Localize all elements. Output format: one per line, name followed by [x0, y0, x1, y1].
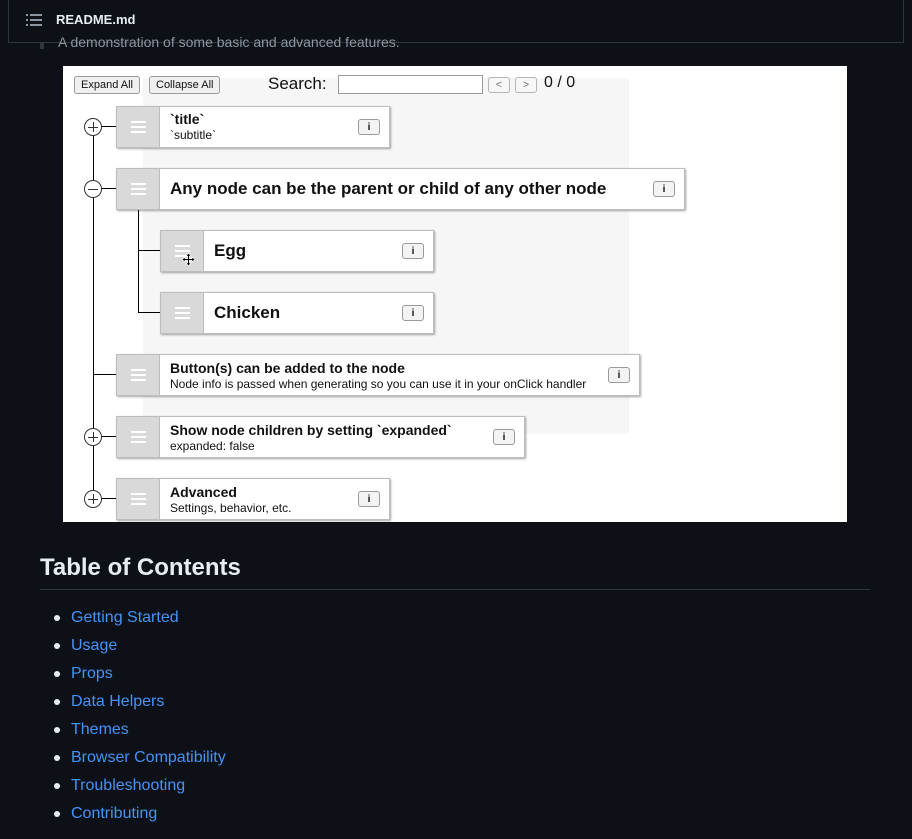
node-subtitle: Node info is passed when generating so you can use it in your onClick handler: [170, 377, 587, 391]
tree-node-title[interactable]: [116, 106, 390, 148]
drag-handle[interactable]: [116, 478, 160, 520]
search-label: Search:: [268, 74, 327, 93]
node-title: Chicken: [214, 303, 281, 322]
toc-link-data-helpers[interactable]: Data Helpers: [71, 693, 165, 710]
hamburger-icon: [131, 493, 146, 505]
hamburger-icon: [175, 307, 190, 319]
info-button[interactable]: i: [358, 491, 380, 507]
toc-item: [40, 604, 226, 632]
node-title: `title`: [170, 111, 205, 127]
bullet-icon: [54, 699, 60, 705]
info-button[interactable]: i: [608, 367, 630, 383]
toc-link-getting-started[interactable]: Getting Started: [71, 609, 179, 626]
bullet-icon: [54, 727, 60, 733]
node-title: Button(s) can be added to the node: [170, 360, 405, 376]
search-match-count: 0 / 0: [544, 74, 576, 91]
collapse-toggle[interactable]: [84, 180, 102, 198]
blockquote-bar: [40, 43, 44, 49]
drag-handle[interactable]: [116, 168, 160, 210]
node-content: [160, 106, 390, 148]
toc-link-troubleshooting[interactable]: Troubleshooting: [71, 777, 186, 794]
tree-connector: [138, 312, 160, 313]
tree-node-expanded[interactable]: [116, 416, 525, 458]
node-title: Advanced: [170, 484, 237, 500]
info-button[interactable]: i: [402, 243, 424, 259]
toc-item: [40, 800, 226, 828]
toc-heading: Table of Contents: [40, 554, 241, 581]
bullet-icon: [54, 671, 60, 677]
move-icon: [182, 253, 195, 266]
drag-handle[interactable]: [160, 292, 204, 334]
intro-text: [40, 34, 460, 50]
hamburger-icon: [131, 369, 146, 381]
toc-item: [40, 632, 226, 660]
node-content: [160, 168, 685, 210]
node-title: Egg: [214, 241, 247, 260]
demo-screenshot: [63, 66, 847, 522]
expand-toggle[interactable]: [84, 118, 102, 136]
node-subtitle: `subtitle`: [170, 128, 217, 142]
node-subtitle: expanded: false: [170, 439, 255, 453]
node-content: [160, 354, 640, 396]
info-button[interactable]: i: [358, 119, 380, 135]
expand-toggle[interactable]: [84, 490, 102, 508]
expand-toggle[interactable]: [84, 428, 102, 446]
tree-connector: [138, 250, 160, 251]
drag-handle[interactable]: [116, 354, 160, 396]
hamburger-icon: [131, 121, 146, 133]
bullet-icon: [54, 643, 60, 649]
toc-link-themes[interactable]: Themes: [71, 721, 129, 738]
node-content: [204, 230, 434, 272]
tree-node-parent[interactable]: [116, 168, 685, 210]
node-content: [204, 292, 434, 334]
toc-link-contributing[interactable]: Contributing: [71, 805, 158, 822]
toc-link-usage[interactable]: Usage: [71, 637, 118, 654]
tree-line-child: [138, 209, 139, 313]
info-button[interactable]: i: [402, 305, 424, 321]
search-next-button[interactable]: >: [515, 77, 537, 93]
toc-link-props[interactable]: Props: [71, 665, 113, 682]
toc-item: [40, 660, 226, 688]
tree-node-chicken[interactable]: [160, 292, 434, 334]
toc-item: [40, 744, 226, 772]
intro-text-line: A demonstration of some basic and advanced features.: [58, 34, 400, 50]
bullet-icon: [54, 755, 60, 761]
list-unordered-icon[interactable]: [26, 12, 42, 28]
toc-list: [40, 604, 226, 828]
collapse-all-button[interactable]: Collapse All: [149, 76, 220, 94]
bullet-icon: [54, 783, 60, 789]
drag-handle[interactable]: [160, 230, 204, 272]
tree-node-buttons[interactable]: [116, 354, 640, 396]
toc-divider: [40, 589, 870, 590]
tree-node-egg[interactable]: [160, 230, 434, 272]
expand-all-button[interactable]: Expand All: [74, 76, 140, 94]
node-title: Any node can be the parent or child of any other node: [170, 179, 607, 198]
bullet-icon: [54, 615, 60, 621]
info-button[interactable]: i: [653, 181, 675, 197]
toc-item: [40, 716, 226, 744]
hamburger-icon: [131, 183, 146, 195]
search-input[interactable]: [338, 75, 483, 94]
node-content: [160, 478, 390, 520]
info-button[interactable]: i: [493, 429, 515, 445]
toc-item: [40, 688, 226, 716]
file-name: README.md: [56, 12, 136, 27]
node-subtitle: Settings, behavior, etc.: [170, 501, 292, 515]
tree-connector: [93, 374, 116, 375]
hamburger-icon: [131, 431, 146, 443]
node-content: [160, 416, 525, 458]
tree-node-advanced[interactable]: [116, 478, 390, 520]
drag-handle[interactable]: [116, 416, 160, 458]
node-title: Show node children by setting `expanded`: [170, 422, 452, 438]
drag-handle[interactable]: [116, 106, 160, 148]
toc-link-browser-compatibility[interactable]: Browser Compatibility: [71, 749, 226, 766]
search-prev-button[interactable]: <: [488, 77, 510, 93]
toc-item: [40, 772, 226, 800]
bullet-icon: [54, 811, 60, 817]
